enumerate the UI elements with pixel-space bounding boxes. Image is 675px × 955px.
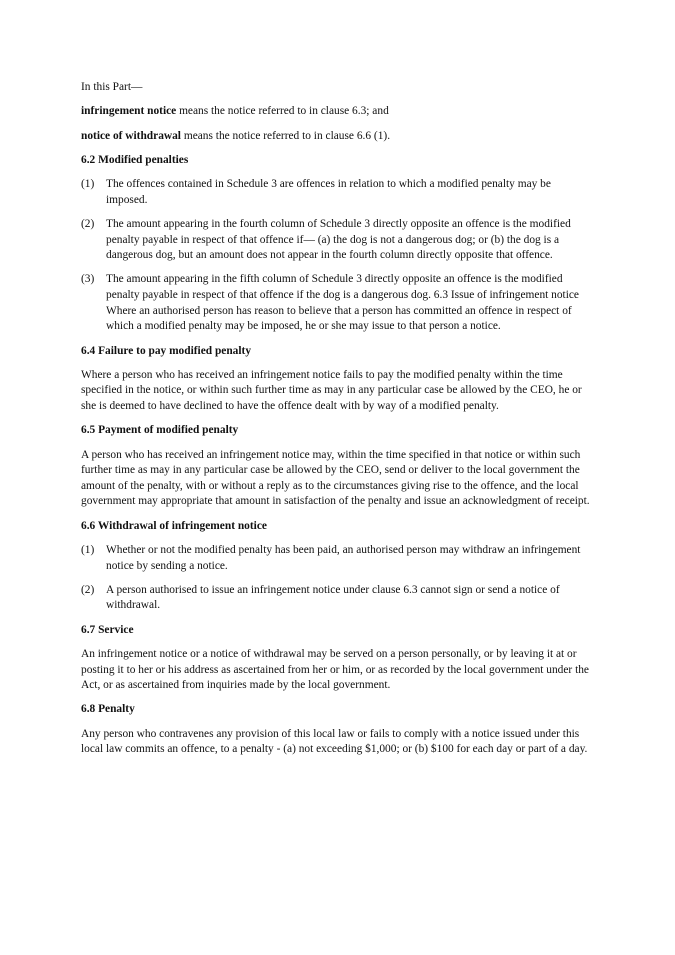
paragraph-number: (3) xyxy=(81,273,95,286)
section-body-6-5: A person who has received an infringement notice may, within the time specified in that notice or within such further time as may in any particular case be allowed by the CEO, send or deliver to the local government the amount of the penalty, with or without a reply as to the circumstances giving rise to the offence, and the local government may appropriate that amount in satisfaction of the penalty and issue an acknowledgment of receipt. xyxy=(81,448,590,508)
document-page xyxy=(81,80,591,767)
paragraph-number: (1) xyxy=(81,178,95,191)
paragraph-text: The amount appearing in the fourth column of Schedule 3 directly opposite an offence is the modified penalty payable in respect of that offence if— (a) the dog is not a dangerous dog; or (b) the dog is a dangerous dog, but an amount does not appear in the fourth column directly opposite that offence. xyxy=(106,218,571,262)
paragraph-number: (2) xyxy=(81,583,95,596)
definition-term: notice of withdrawal xyxy=(81,129,181,142)
section-heading-6-4: 6.4 Failure to pay modified penalty xyxy=(81,344,252,357)
numbered-paragraph xyxy=(81,177,591,208)
section-heading-6-7: 6.7 Service xyxy=(81,623,134,636)
section-body-6-4: Where a person who has received an infringement notice fails to pay the modified penalty within the time specified in the notice, or within such further time as may in any particular case be allowed by the CEO, he or she is deemed to have declined to have the offence dealt with by way of a modified penalty. xyxy=(81,368,582,412)
definition-infringement-notice xyxy=(81,104,591,120)
definition-text: means the notice referred to in clause 6.3; and xyxy=(176,105,389,118)
paragraph-text: Whether or not the modified penalty has been paid, an authorised person may withdraw an infringement notice by sending a notice. xyxy=(106,543,581,572)
paragraph-number: (1) xyxy=(81,543,95,556)
section-heading-6-2: 6.2 Modified penalties xyxy=(81,153,189,166)
numbered-paragraph xyxy=(81,217,591,264)
paragraph-text: The amount appearing in the fifth column of Schedule 3 directly opposite an offence is the modified penalty payable in respect of that offence if the dog is a dangerous dog. 6.3 Issue of infringement notice Where an authorised person has reason to believe that a person has committed an offence in respect of which a modified penalty may be imposed, he or she may issue to that person a notice. xyxy=(106,273,579,333)
section-body-6-7: An infringement notice or a notice of withdrawal may be served on a person personally, or by leaving it at or posting it to her or his address as ascertained from her or him, or as recorded by the local government under the Act, or as ascertained from inquiries made by the local government. xyxy=(81,647,589,692)
definition-text: means the notice referred to in clause 6.6 (1). xyxy=(180,129,391,142)
intro-text: In this Part— xyxy=(81,81,143,93)
definition-notice-of-withdrawal xyxy=(81,129,591,145)
section-heading-6-6: 6.6 Withdrawal of infringement notice xyxy=(81,519,267,532)
numbered-paragraph xyxy=(81,272,591,334)
numbered-paragraph xyxy=(81,583,591,614)
paragraph-text: The offences contained in Schedule 3 are offences in relation to which a modified penalty may be imposed. xyxy=(106,178,551,206)
section-heading-6-5: 6.5 Payment of modified penalty xyxy=(81,424,239,437)
numbered-paragraph xyxy=(81,543,591,574)
paragraph-text: A person authorised to issue an infringement notice under clause 6.3 cannot sign or send a notice of withdrawal. xyxy=(106,583,560,612)
section-body-6-8: Any person who contravenes any provision of this local law or fails to comply with a notice issued under this local law commits an offence, to a penalty - (a) not exceeding $1,000; or (b) $100 for each day or part of a day. xyxy=(81,727,588,756)
definition-term: infringement notice xyxy=(81,105,177,118)
section-heading-6-8: 6.8 Penalty xyxy=(81,703,135,716)
paragraph-number: (2) xyxy=(81,218,95,230)
